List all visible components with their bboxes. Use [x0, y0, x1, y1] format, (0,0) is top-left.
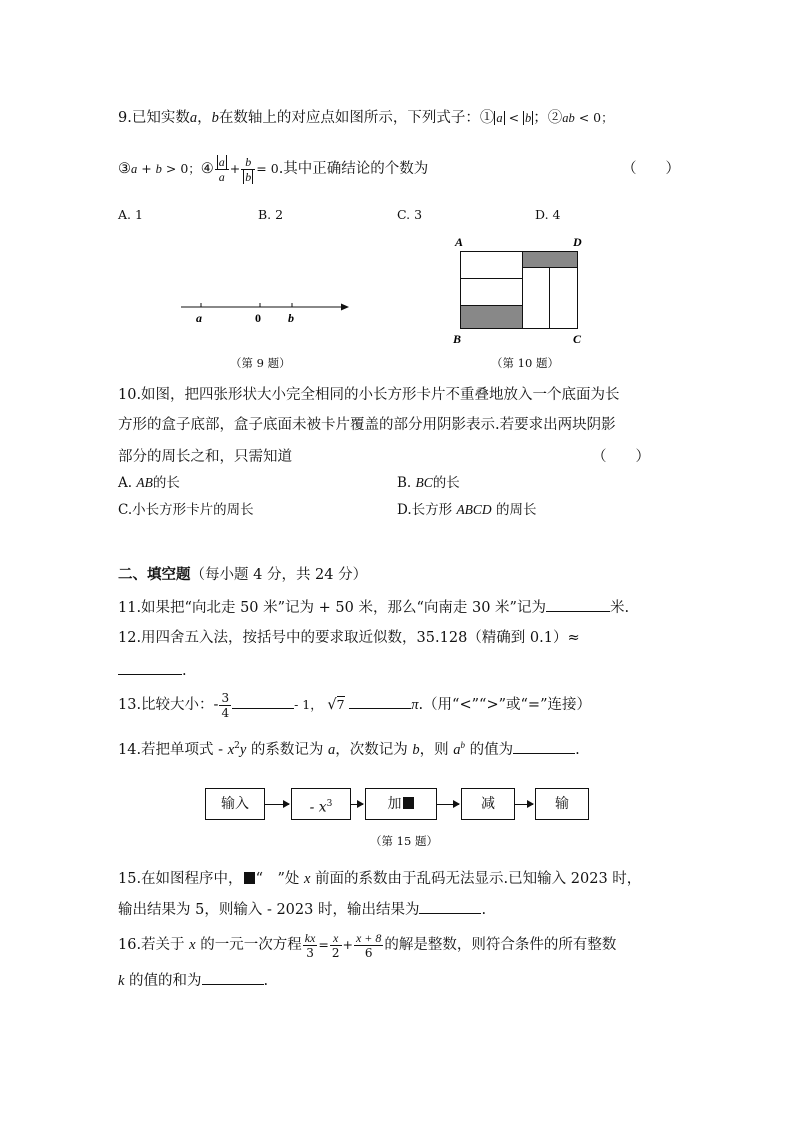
q15-text1: 15.在如图程序中， [118, 871, 243, 887]
q9-text1: 在数轴上的对应点如图所示，下列式子： [218, 110, 480, 126]
opt-suffix: 的长 [152, 475, 180, 491]
period: . [481, 902, 487, 918]
var-x: x [304, 871, 311, 887]
frac-den: 6 [364, 945, 373, 960]
garbled-square-icon [403, 797, 414, 809]
q10-option-b [397, 473, 460, 493]
flow-box-output: 输 [535, 788, 589, 820]
q11-unit: 米. [609, 600, 630, 616]
less-than: < [504, 110, 524, 125]
label-B: B [453, 332, 462, 346]
opt-suffix: 的长 [432, 475, 460, 491]
q13-answer-blank-2[interactable] [349, 694, 411, 709]
q13 [118, 689, 591, 721]
sqrt-symbol: √ [327, 697, 337, 713]
section2-title: 二、填空题 [118, 567, 191, 583]
q10-option-a [118, 473, 180, 493]
var-b: b [211, 110, 219, 126]
var-x: x [189, 937, 196, 953]
flow-arrow-1 [265, 804, 289, 805]
opt-prefix: D.长方形 [397, 502, 457, 518]
b: b [155, 162, 162, 176]
q15-line2 [118, 899, 486, 920]
opt-prefix: B. [397, 475, 416, 491]
period: . [575, 741, 580, 758]
frac-den: a [218, 169, 225, 184]
frac-den: 2 [331, 945, 340, 960]
var-a: a [189, 110, 198, 126]
a: a [131, 162, 138, 176]
frac-num: kx [304, 930, 316, 945]
sqrt-arg: 7 [336, 697, 345, 712]
garbled-square-icon [244, 872, 255, 884]
q13-text1: 13.比较大小：- [118, 697, 219, 713]
q10-answer-paren: （ ） [592, 449, 650, 465]
q10-line1: 10.如图，把四张形状大小完全相同的小长方形卡片不重叠地放入一个底面为长 [118, 387, 620, 403]
var-k: k [118, 973, 125, 989]
flow-box-subtract: 减 [461, 788, 515, 820]
q16-text1: 16.若关于 [118, 937, 190, 953]
flow-box-input: 输入 [205, 788, 265, 820]
label-D: D [573, 235, 582, 249]
q12-line2 [118, 660, 187, 681]
q15-text3: 前面的系数由于乱码无法显示.已知输入 2023 时， [310, 871, 642, 887]
plus: + [229, 161, 241, 176]
q12-answer-blank[interactable] [118, 660, 182, 675]
flow-box-neg-x-cubed [291, 788, 351, 820]
label-C: C [573, 332, 582, 346]
opt-var: BC [415, 475, 433, 490]
label-A: A [455, 235, 464, 249]
frac-num: x [330, 931, 342, 946]
q14-text4: ，则 [419, 741, 454, 758]
label-zero: 0 [255, 311, 261, 325]
circled-4: ④ [200, 161, 214, 177]
q10-caption: （第 10 题） [491, 356, 559, 370]
pi: π [411, 697, 419, 713]
q9-option-a: A. 1 [118, 207, 143, 222]
q15-line1 [118, 869, 641, 889]
sep: ； [533, 110, 548, 126]
label-a: a [196, 311, 202, 325]
section2-note: （每小题 4 分，共 24 分） [190, 567, 368, 583]
frac-num: 3 [221, 690, 230, 705]
section2-heading [118, 565, 367, 585]
frac-den: 3 [306, 945, 314, 960]
q9-answer-paren: （ ） [622, 161, 680, 177]
circled-2: ② [547, 110, 563, 126]
exp: 2 [234, 741, 240, 751]
q11-answer-blank[interactable] [546, 597, 610, 612]
q10-option-d [397, 500, 536, 520]
q16-text2: 的一元一次方程 [195, 937, 302, 953]
minus-one: - 1， [294, 697, 323, 712]
q14-text2: 的系数记为 [246, 741, 329, 758]
frac-num: b [241, 155, 255, 170]
eq-zero: = 0 [256, 161, 279, 176]
abs-a: a [496, 111, 503, 125]
q11 [118, 597, 629, 618]
opt-suffix: 的周长 [491, 502, 537, 518]
frac-den: b [245, 169, 252, 184]
q15-caption: （第 15 题） [370, 834, 438, 848]
q10-line2: 方形的盒子底部，盒子底面未被卡片覆盖的部分用阴影表示.若要求出两块阴影 [118, 417, 616, 433]
var-y: y [239, 741, 247, 758]
q10-option-c: C.小长方形卡片的周长 [118, 502, 254, 518]
q15-answer-blank[interactable] [419, 899, 481, 914]
q16-line2 [118, 970, 268, 991]
flow-box-add [365, 788, 437, 820]
base-a: a [453, 741, 461, 758]
q12-text: 12.用四舍五入法，按括号中的要求取近似数，35.128（精确到 0.1）≈ [118, 630, 580, 646]
q15-text2: “ ”处 [255, 871, 304, 887]
label-b: b [288, 311, 294, 325]
q15-line2-text: 输出结果为 5，则输入 - 2023 时，输出结果为 [118, 902, 420, 918]
shaded-region-top-right [523, 252, 578, 268]
exp-3: 3 [326, 799, 333, 809]
q9-text2: .其中正确结论的个数为 [278, 161, 429, 177]
flow-arrow-4 [515, 804, 533, 805]
fraction-x-over-2 [330, 931, 342, 960]
q14-text1: 14.若把单项式 - [118, 741, 228, 758]
q14 [118, 735, 580, 760]
q16-answer-blank[interactable] [202, 970, 264, 985]
flow-arrow-2 [351, 804, 363, 805]
equals: = [318, 937, 329, 952]
q10-line3: 部分的周长之和，只需知道 [118, 449, 292, 465]
frac-num: a [218, 154, 225, 169]
q14-answer-blank[interactable] [513, 739, 575, 754]
q14-text3: ，次数记为 [335, 741, 413, 758]
q9-option-c: C. 3 [397, 207, 423, 222]
box-text: - x [309, 799, 327, 816]
q14-text5: 的值为 [464, 741, 514, 758]
ab: ab [562, 111, 575, 125]
plus: + [342, 937, 353, 952]
abs-b: b [525, 111, 532, 125]
q16-line1 [118, 928, 616, 962]
lt-zero: < 0； [574, 110, 614, 125]
plus: + [137, 161, 156, 176]
q16-line2-text: 的值的和为 [124, 973, 202, 989]
exp-b: b [460, 740, 465, 750]
opt-var: AB [136, 475, 153, 490]
var-b: b [412, 741, 420, 758]
fraction-3-over-4 [219, 691, 231, 720]
gt-zero: > 0； [161, 161, 201, 176]
frac-den: 4 [221, 705, 230, 720]
q16-text3: 的解是整数，则符合条件的所有整数 [384, 937, 617, 953]
q9-option-d: D. 4 [535, 207, 561, 222]
q13-text2: .（用“<”“>”或“=”连接） [418, 697, 591, 713]
var-a: a [328, 741, 336, 758]
opt-prefix: A. [118, 475, 137, 491]
shaded-region-bottom-left [461, 306, 523, 329]
period: . [182, 663, 187, 679]
period: . [263, 973, 269, 989]
fraction-kx-over-3 [303, 931, 318, 960]
circled-3: ③ [118, 161, 131, 177]
q9-intro: 9.已知实数 [118, 110, 190, 126]
box-text: 加 [387, 796, 402, 812]
flow-arrow-3 [437, 804, 459, 805]
circled-1: ① [479, 110, 495, 126]
frac-num: x + 8 [355, 930, 382, 945]
q11-text: 11.如果把“向北走 50 米”记为 + 50 米，那么“向南走 30 米”记为 [118, 600, 546, 616]
fraction-x-plus-8-over-6 [354, 931, 383, 960]
q9-caption: （第 9 题） [230, 356, 291, 370]
q13-answer-blank-1[interactable] [232, 694, 294, 709]
var-x: x [227, 741, 235, 758]
opt-var: ABCD [456, 502, 492, 517]
q9-option-b: B. 2 [258, 207, 284, 222]
comma: ， [197, 110, 212, 126]
